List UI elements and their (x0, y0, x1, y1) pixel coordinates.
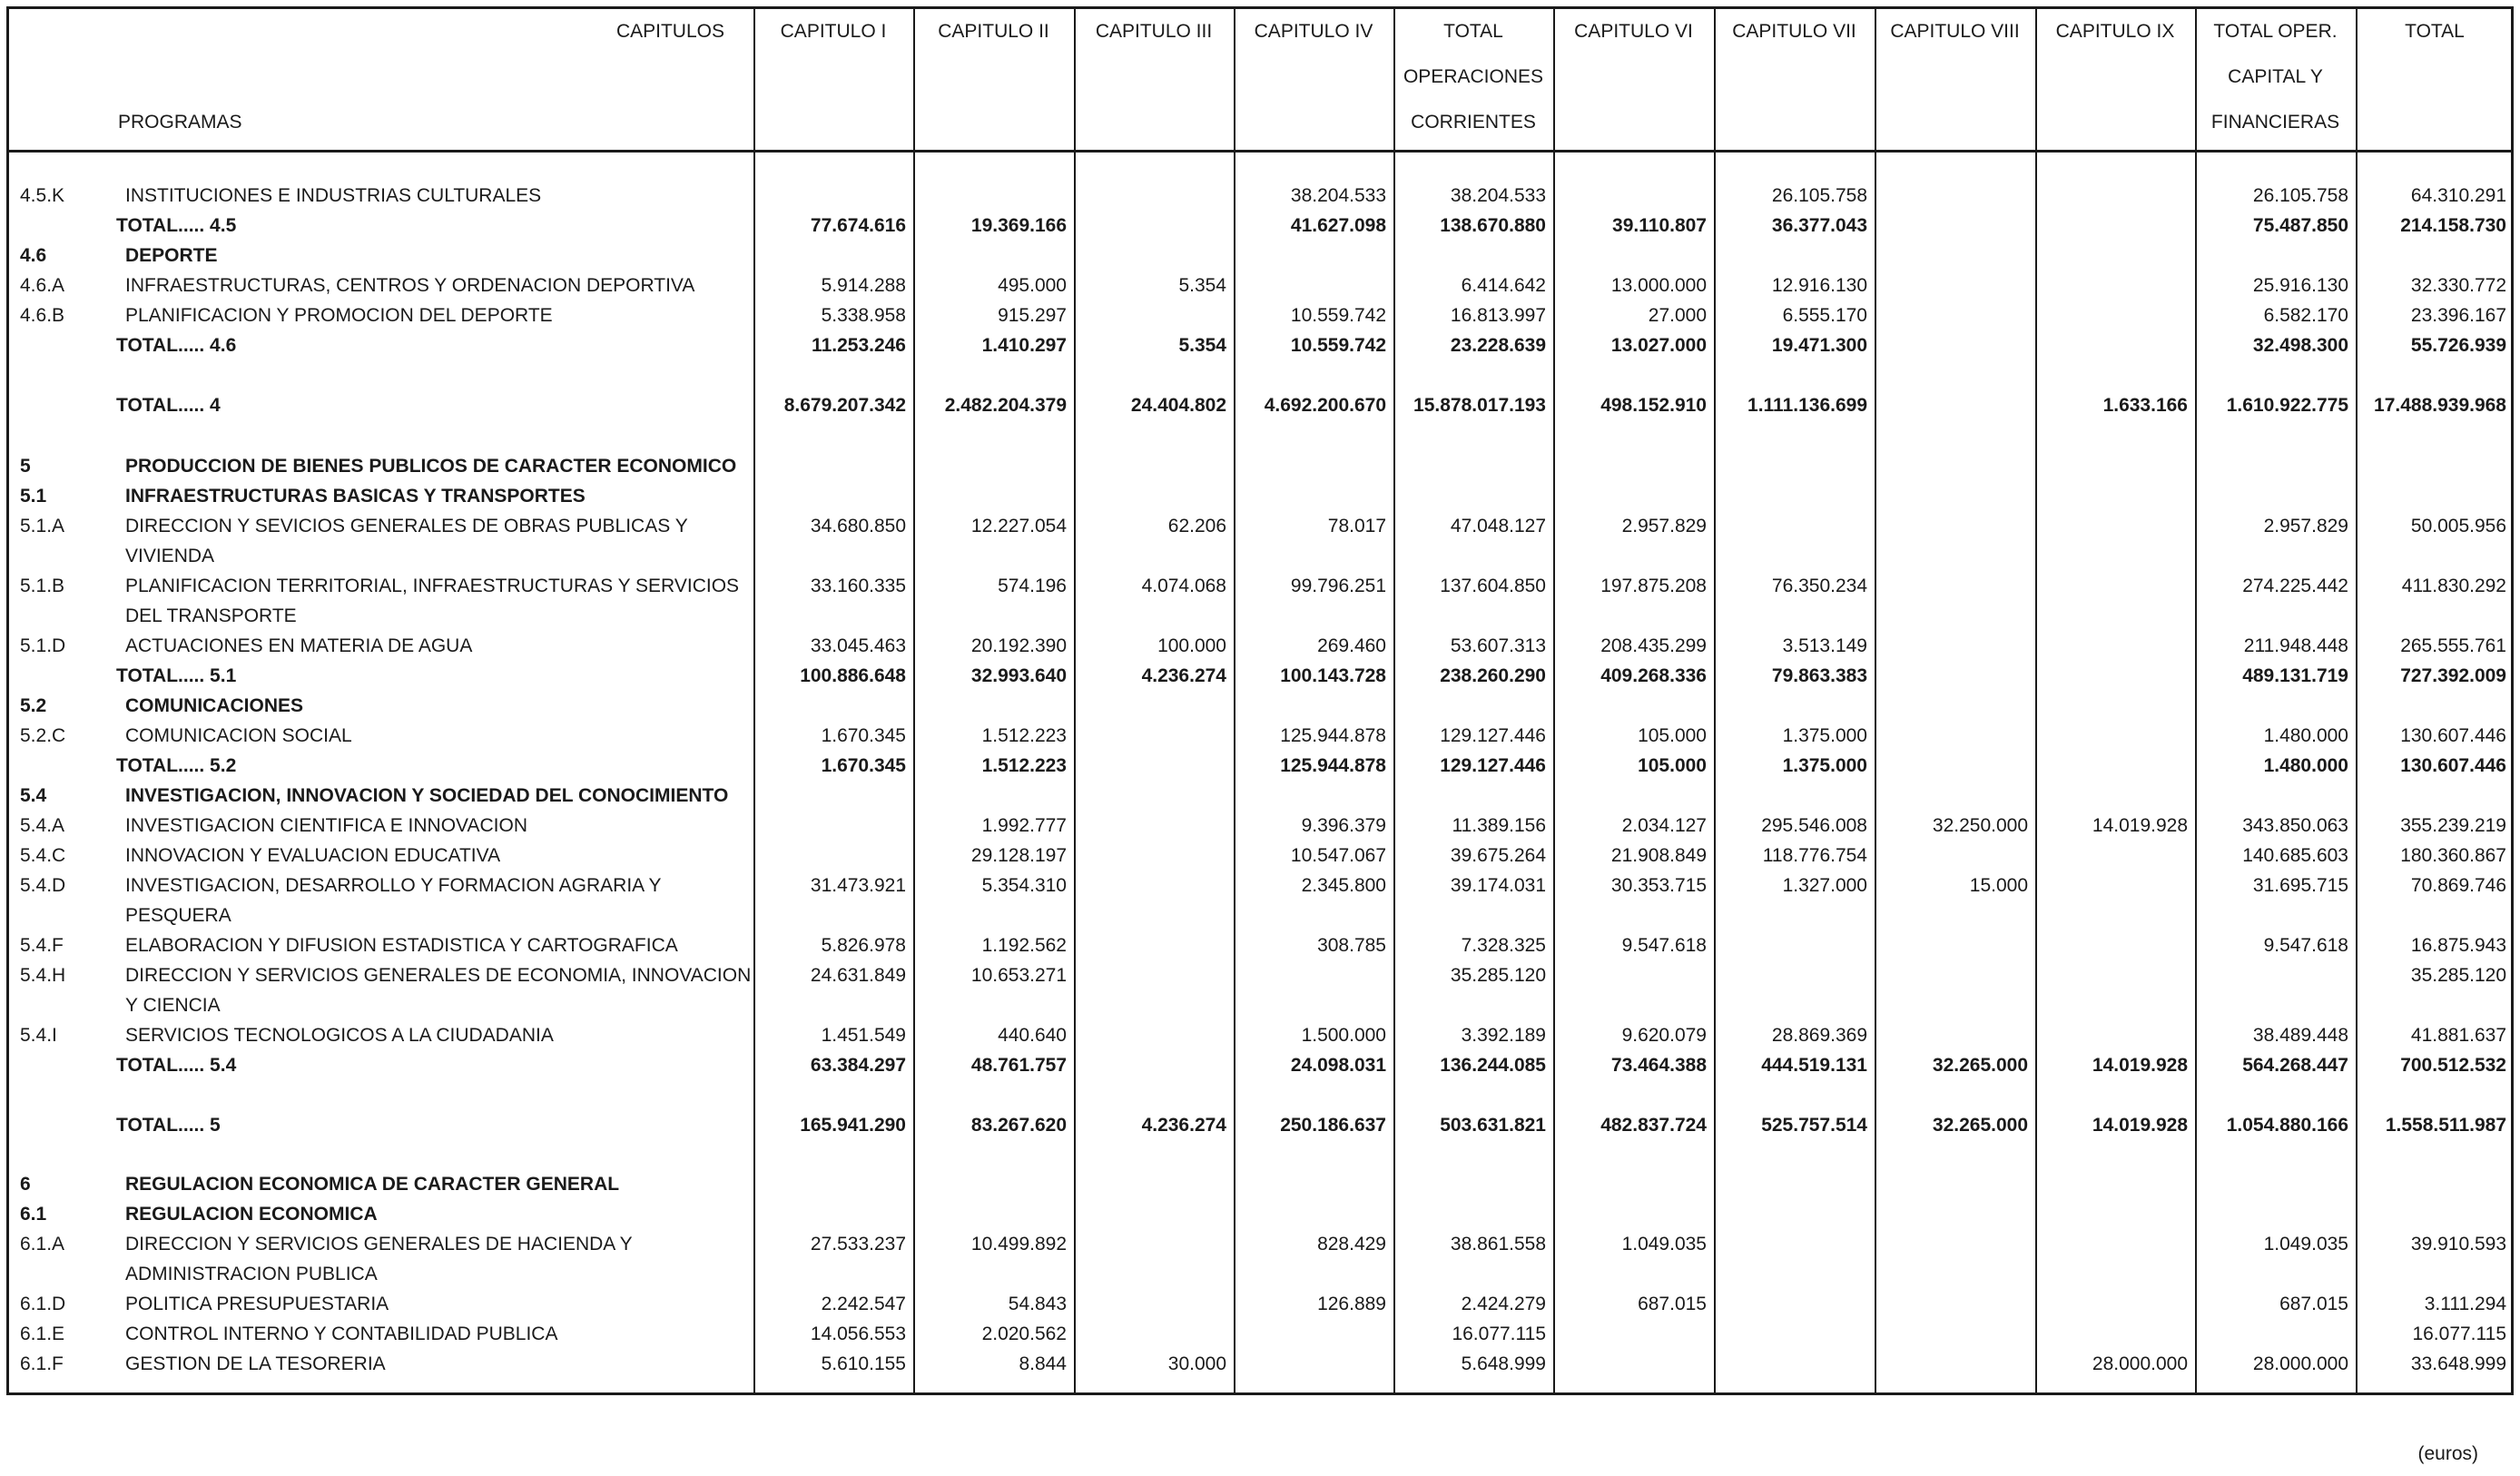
value-cell: 6.555.170 (1782, 305, 1867, 326)
row-code: 5.2.C (20, 725, 66, 746)
value-cell: 165.941.290 (800, 1115, 906, 1136)
value-cell: 355.239.219 (2400, 815, 2506, 836)
value-cell: 63.384.297 (810, 1055, 906, 1076)
value-cell: 409.268.336 (1600, 665, 1707, 686)
value-cell: 9.547.618 (2263, 935, 2348, 956)
value-cell: 1.049.035 (1621, 1234, 1707, 1255)
value-cell: 16.077.115 (1452, 1323, 1546, 1344)
value-cell: 16.077.115 (2412, 1323, 2506, 1344)
value-cell: 1.480.000 (2263, 725, 2348, 746)
value-cell: 7.328.325 (1461, 935, 1546, 956)
value-cell: 77.674.616 (810, 215, 906, 236)
value-cell: 130.607.446 (2400, 725, 2506, 746)
value-cell: 1.512.223 (981, 725, 1067, 746)
column-header: CAPITAL Y (2228, 66, 2323, 87)
column-divider (1074, 9, 1076, 1392)
value-cell: 11.253.246 (812, 335, 906, 356)
value-cell: 1.375.000 (1782, 755, 1867, 776)
value-cell: 2.482.204.379 (944, 395, 1067, 416)
value-cell: 100.143.728 (1280, 665, 1386, 686)
value-cell: 105.000 (1638, 725, 1707, 746)
value-cell: 30.000 (1167, 1353, 1226, 1374)
value-cell: 125.944.878 (1280, 755, 1386, 776)
value-cell: 70.869.746 (2410, 875, 2506, 896)
row-code: 5.4.C (20, 845, 66, 866)
row-description: DEPORTE (125, 245, 218, 266)
value-cell: 33.045.463 (810, 635, 906, 656)
value-cell: 48.761.757 (970, 1055, 1067, 1076)
value-cell: 495.000 (998, 275, 1067, 296)
value-cell: 125.944.878 (1280, 725, 1386, 746)
value-cell: 32.498.300 (2252, 335, 2348, 356)
row-code: 5.4.F (20, 935, 64, 956)
value-cell: 2.020.562 (981, 1323, 1067, 1344)
value-cell: 6.414.642 (1461, 275, 1546, 296)
value-cell: 5.648.999 (1461, 1353, 1546, 1374)
value-cell: 38.489.448 (2252, 1025, 2348, 1046)
value-cell: 238.260.290 (1440, 665, 1546, 686)
value-cell: 14.056.553 (810, 1323, 906, 1344)
row-description: PRODUCCION DE BIENES PUBLICOS DE CARACTER ECONOMICO (125, 456, 737, 477)
value-cell: 1.451.549 (821, 1025, 906, 1046)
value-cell: 31.695.715 (2252, 875, 2348, 896)
value-cell: 17.488.939.968 (2374, 395, 2506, 416)
value-cell: 1.410.297 (981, 335, 1067, 356)
row-code: 5.4.I (20, 1025, 57, 1046)
row-code: 5 (20, 456, 31, 477)
row-description: TOTAL..... 5.1 (116, 665, 237, 686)
value-cell: 47.048.127 (1450, 516, 1546, 536)
row-description: TOTAL..... 4.6 (116, 335, 237, 356)
row-code: 6.1.F (20, 1353, 64, 1374)
row-code: 4.6.A (20, 275, 65, 296)
row-description: TOTAL..... 5.4 (116, 1055, 237, 1076)
value-cell: 5.826.978 (821, 935, 906, 956)
value-cell: 2.242.547 (821, 1294, 906, 1314)
column-header: CAPITULO VII (1732, 21, 1856, 42)
value-cell: 41.881.637 (2410, 1025, 2506, 1046)
value-cell: 3.513.149 (1782, 635, 1867, 656)
column-header: TOTAL (2405, 21, 2465, 42)
value-cell: 250.186.637 (1280, 1115, 1386, 1136)
row-description: DIRECCION Y SERVICIOS GENERALES DE HACIENDA Y ADMINISTRACION PUBLICA (125, 1234, 633, 1284)
value-cell: 28.000.000 (2092, 1353, 2188, 1374)
value-cell: 25.916.130 (2252, 275, 2348, 296)
value-cell: 687.015 (1638, 1294, 1707, 1314)
row-description: SERVICIOS TECNOLOGICOS A LA CIUDADANIA (125, 1025, 554, 1046)
row-description: TOTAL..... 4.5 (116, 215, 237, 236)
column-header: CAPITULO IV (1254, 21, 1373, 42)
value-cell: 687.015 (2279, 1294, 2348, 1314)
row-code: 4.6.B (20, 305, 65, 326)
value-cell: 12.227.054 (970, 516, 1067, 536)
value-cell: 105.000 (1638, 755, 1707, 776)
value-cell: 6.582.170 (2263, 305, 2348, 326)
row-description: INVESTIGACION CIENTIFICA E INNOVACION (125, 815, 527, 836)
value-cell: 64.310.291 (2410, 185, 2506, 206)
value-cell: 14.019.928 (2092, 1115, 2188, 1136)
value-cell: 41.627.098 (1290, 215, 1386, 236)
value-cell: 15.000 (1969, 875, 2028, 896)
value-cell: 1.049.035 (2263, 1234, 2348, 1255)
value-cell: 55.726.939 (2410, 335, 2506, 356)
value-cell: 444.519.131 (1761, 1055, 1867, 1076)
value-cell: 211.948.448 (2243, 635, 2348, 656)
column-header: TOTAL OPER. (2213, 21, 2338, 42)
row-code: 5.1 (20, 486, 47, 507)
value-cell: 1.992.777 (981, 815, 1067, 836)
value-cell: 574.196 (998, 576, 1067, 596)
value-cell: 2.424.279 (1461, 1294, 1546, 1314)
column-divider (2035, 9, 2037, 1392)
value-cell: 5.354 (1178, 275, 1226, 296)
value-cell: 137.604.850 (1440, 576, 1546, 596)
value-cell: 2.345.800 (1301, 875, 1386, 896)
value-cell: 14.019.928 (2092, 1055, 2188, 1076)
value-cell: 5.354 (1178, 335, 1226, 356)
value-cell: 1.111.136.699 (1747, 395, 1867, 416)
header-programas: PROGRAMAS (118, 112, 242, 133)
value-cell: 295.546.008 (1761, 815, 1867, 836)
row-description: INVESTIGACION, DESARROLLO Y FORMACION AGRARIA Y PESQUERA (125, 875, 662, 926)
value-cell: 1.192.562 (981, 935, 1067, 956)
row-code: 5.1.D (20, 635, 66, 656)
value-cell: 33.160.335 (810, 576, 906, 596)
value-cell: 39.910.593 (2410, 1234, 2506, 1255)
value-cell: 10.559.742 (1290, 305, 1386, 326)
value-cell: 197.875.208 (1600, 576, 1707, 596)
value-cell: 138.670.880 (1440, 215, 1546, 236)
value-cell: 1.633.166 (2102, 395, 2188, 416)
column-header: CAPITULO VIII (1890, 21, 2020, 42)
value-cell: 1.670.345 (821, 725, 906, 746)
value-cell: 1.610.922.775 (2226, 395, 2348, 416)
value-cell: 32.265.000 (1932, 1055, 2028, 1076)
row-code: 5.4.D (20, 875, 66, 896)
value-cell: 38.861.558 (1450, 1234, 1546, 1255)
row-description: REGULACION ECONOMICA (125, 1204, 378, 1225)
value-cell: 129.127.446 (1440, 755, 1546, 776)
row-description: INFRAESTRUCTURAS, CENTROS Y ORDENACION DEPORTIVA (125, 275, 695, 296)
value-cell: 32.330.772 (2410, 275, 2506, 296)
value-cell: 1.327.000 (1782, 875, 1867, 896)
value-cell: 9.396.379 (1301, 815, 1386, 836)
value-cell: 39.174.031 (1450, 875, 1546, 896)
value-cell: 1.558.511.987 (2385, 1115, 2506, 1136)
value-cell: 411.830.292 (2401, 576, 2506, 596)
column-header: CAPITULO III (1095, 21, 1213, 42)
value-cell: 129.127.446 (1440, 725, 1546, 746)
row-description: INSTITUCIONES E INDUSTRIAS CULTURALES (125, 185, 542, 206)
value-cell: 4.074.068 (1141, 576, 1226, 596)
value-cell: 21.908.849 (1610, 845, 1707, 866)
value-cell: 16.813.997 (1450, 305, 1546, 326)
value-cell: 50.005.956 (2410, 516, 2506, 536)
value-cell: 489.131.719 (2242, 665, 2348, 686)
units-label: (euros) (2417, 1443, 2478, 1464)
value-cell: 100.886.648 (800, 665, 906, 686)
value-cell: 5.914.288 (821, 275, 906, 296)
value-cell: 79.863.383 (1771, 665, 1867, 686)
value-cell: 24.098.031 (1290, 1055, 1386, 1076)
header-divider (9, 150, 2511, 153)
value-cell: 13.000.000 (1610, 275, 1707, 296)
value-cell: 208.435.299 (1600, 635, 1707, 656)
value-cell: 62.206 (1167, 516, 1226, 536)
value-cell: 130.607.446 (2400, 755, 2506, 776)
header-capitulos: CAPITULOS (615, 21, 724, 42)
row-description: DIRECCION Y SEVICIOS GENERALES DE OBRAS PUBLICAS Y VIVIENDA (125, 516, 688, 566)
row-code: 5.1.B (20, 576, 65, 596)
row-description: ACTUACIONES EN MATERIA DE AGUA (125, 635, 473, 656)
value-cell: 16.875.943 (2410, 935, 2506, 956)
value-cell: 4.236.274 (1141, 665, 1226, 686)
row-description: TOTAL..... 5 (116, 1115, 221, 1136)
row-description: COMUNICACION SOCIAL (125, 725, 352, 746)
value-cell: 1.480.000 (2263, 755, 2348, 776)
value-cell: 13.027.000 (1610, 335, 1707, 356)
value-cell: 265.555.761 (2400, 635, 2506, 656)
value-cell: 503.631.821 (1440, 1115, 1546, 1136)
row-code: 5.4.A (20, 815, 65, 836)
row-code: 5.4 (20, 785, 47, 806)
value-cell: 10.499.892 (970, 1234, 1067, 1255)
value-cell: 39.110.807 (1612, 215, 1707, 236)
column-header: CAPITULO II (938, 21, 1049, 42)
value-cell: 24.404.802 (1130, 395, 1226, 416)
value-cell: 15.878.017.193 (1413, 395, 1546, 416)
value-cell: 14.019.928 (2092, 815, 2188, 836)
row-description: CONTROL INTERNO Y CONTABILIDAD PUBLICA (125, 1323, 558, 1344)
value-cell: 26.105.758 (1771, 185, 1867, 206)
value-cell: 2.034.127 (1621, 815, 1707, 836)
row-description: TOTAL..... 4 (116, 395, 221, 416)
row-code: 4.6 (20, 245, 47, 266)
value-cell: 99.796.251 (1290, 576, 1386, 596)
column-header: CORRIENTES (1411, 112, 1536, 133)
value-cell: 28.000.000 (2252, 1353, 2348, 1374)
value-cell: 5.354.310 (981, 875, 1067, 896)
row-description: ELABORACION Y DIFUSION ESTADISTICA Y CARTOGRAFICA (125, 935, 678, 956)
value-cell: 78.017 (1327, 516, 1386, 536)
value-cell: 100.000 (1157, 635, 1226, 656)
value-cell: 1.500.000 (1301, 1025, 1386, 1046)
row-description: PLANIFICACION Y PROMOCION DEL DEPORTE (125, 305, 553, 326)
value-cell: 274.225.442 (2242, 576, 2348, 596)
value-cell: 440.640 (998, 1025, 1067, 1046)
value-cell: 1.670.345 (821, 755, 906, 776)
value-cell: 73.464.388 (1610, 1055, 1707, 1076)
value-cell: 8.679.207.342 (783, 395, 906, 416)
value-cell: 9.547.618 (1621, 935, 1707, 956)
row-code: 5.1.A (20, 516, 65, 536)
value-cell: 83.267.620 (970, 1115, 1067, 1136)
value-cell: 8.844 (1019, 1353, 1067, 1374)
value-cell: 23.396.167 (2410, 305, 2506, 326)
value-cell: 498.152.910 (1600, 395, 1707, 416)
value-cell: 75.487.850 (2252, 215, 2348, 236)
value-cell: 4.236.274 (1141, 1115, 1226, 1136)
value-cell: 126.889 (1317, 1294, 1386, 1314)
value-cell: 19.471.300 (1771, 335, 1867, 356)
value-cell: 12.916.130 (1771, 275, 1867, 296)
value-cell: 33.648.999 (2410, 1353, 2506, 1374)
value-cell: 1.512.223 (981, 755, 1067, 776)
row-description: PLANIFICACION TERRITORIAL, INFRAESTRUCTURAS Y SERVICIOS DEL TRANSPORTE (125, 576, 740, 626)
value-cell: 19.369.166 (970, 215, 1067, 236)
value-cell: 1.054.880.166 (2226, 1115, 2348, 1136)
row-description: INVESTIGACION, INNOVACION Y SOCIEDAD DEL CONOCIMIENTO (125, 785, 729, 806)
value-cell: 343.850.063 (2242, 815, 2348, 836)
value-cell: 214.158.730 (2400, 215, 2506, 236)
value-cell: 34.680.850 (810, 516, 906, 536)
value-cell: 3.392.189 (1461, 1025, 1546, 1046)
value-cell: 32.993.640 (970, 665, 1067, 686)
row-code: 6 (20, 1174, 31, 1195)
value-cell: 38.204.533 (1290, 185, 1386, 206)
value-cell: 27.533.237 (810, 1234, 906, 1255)
value-cell: 2.957.829 (1621, 516, 1707, 536)
value-cell: 5.610.155 (821, 1353, 906, 1374)
value-cell: 29.128.197 (970, 845, 1067, 866)
row-description: REGULACION ECONOMICA DE CARACTER GENERAL (125, 1174, 620, 1195)
value-cell: 10.547.067 (1290, 845, 1386, 866)
value-cell: 1.375.000 (1782, 725, 1867, 746)
value-cell: 269.460 (1317, 635, 1386, 656)
value-cell: 11.389.156 (1452, 815, 1546, 836)
row-description: GESTION DE LA TESORERIA (125, 1353, 386, 1374)
value-cell: 23.228.639 (1450, 335, 1546, 356)
row-description: COMUNICACIONES (125, 695, 304, 716)
value-cell: 828.429 (1317, 1234, 1386, 1255)
row-code: 4.5.K (20, 185, 65, 206)
value-cell: 4.692.200.670 (1264, 395, 1386, 416)
value-cell: 20.192.390 (970, 635, 1067, 656)
value-cell: 482.837.724 (1600, 1115, 1707, 1136)
column-header: TOTAL (1443, 21, 1503, 42)
value-cell: 727.392.009 (2400, 665, 2506, 686)
value-cell: 53.607.313 (1450, 635, 1546, 656)
value-cell: 30.353.715 (1610, 875, 1707, 896)
row-description: INFRAESTRUCTURAS BASICAS Y TRANSPORTES (125, 486, 586, 507)
row-description: INNOVACION Y EVALUACION EDUCATIVA (125, 845, 501, 866)
row-code: 6.1.D (20, 1294, 66, 1314)
value-cell: 27.000 (1648, 305, 1707, 326)
column-header: CAPITULO VI (1574, 21, 1693, 42)
value-cell: 39.675.264 (1450, 845, 1546, 866)
value-cell: 3.111.294 (2424, 1294, 2506, 1314)
value-cell: 700.512.532 (2400, 1055, 2506, 1076)
value-cell: 35.285.120 (1450, 965, 1546, 986)
value-cell: 32.265.000 (1932, 1115, 2028, 1136)
value-cell: 35.285.120 (2410, 965, 2506, 986)
value-cell: 10.653.271 (970, 965, 1067, 986)
column-divider (1875, 9, 1876, 1392)
column-header: OPERACIONES (1403, 66, 1544, 87)
value-cell: 54.843 (1008, 1294, 1067, 1314)
row-description: TOTAL..... 5.2 (116, 755, 237, 776)
column-header: CAPITULO IX (2055, 21, 2175, 42)
value-cell: 31.473.921 (810, 875, 906, 896)
row-description: DIRECCION Y SERVICIOS GENERALES DE ECONOMIA, INNOVACION Y CIENCIA (125, 965, 752, 1016)
value-cell: 9.620.079 (1621, 1025, 1707, 1046)
value-cell: 118.776.754 (1762, 845, 1867, 866)
value-cell: 10.559.742 (1290, 335, 1386, 356)
row-code: 6.1.A (20, 1234, 65, 1255)
column-header: CAPITULO I (780, 21, 887, 42)
value-cell: 525.757.514 (1761, 1115, 1867, 1136)
value-cell: 28.869.369 (1771, 1025, 1867, 1046)
value-cell: 136.244.085 (1440, 1055, 1546, 1076)
value-cell: 140.685.603 (2242, 845, 2348, 866)
row-description: POLITICA PRESUPUESTARIA (125, 1294, 389, 1314)
value-cell: 24.631.849 (810, 965, 906, 986)
value-cell: 180.360.867 (2400, 845, 2506, 866)
value-cell: 36.377.043 (1771, 215, 1867, 236)
value-cell: 564.268.447 (2242, 1055, 2348, 1076)
row-code: 6.1.E (20, 1323, 65, 1344)
column-header: FINANCIERAS (2210, 112, 2340, 133)
row-code: 5.2 (20, 695, 47, 716)
value-cell: 5.338.958 (821, 305, 906, 326)
value-cell: 76.350.234 (1771, 576, 1867, 596)
value-cell: 915.297 (998, 305, 1067, 326)
value-cell: 26.105.758 (2252, 185, 2348, 206)
row-code: 6.1 (20, 1204, 47, 1225)
value-cell: 38.204.533 (1450, 185, 1546, 206)
value-cell: 2.957.829 (2263, 516, 2348, 536)
value-cell: 32.250.000 (1932, 815, 2028, 836)
row-code: 5.4.H (20, 965, 66, 986)
value-cell: 308.785 (1317, 935, 1386, 956)
budget-table (6, 6, 2514, 1395)
